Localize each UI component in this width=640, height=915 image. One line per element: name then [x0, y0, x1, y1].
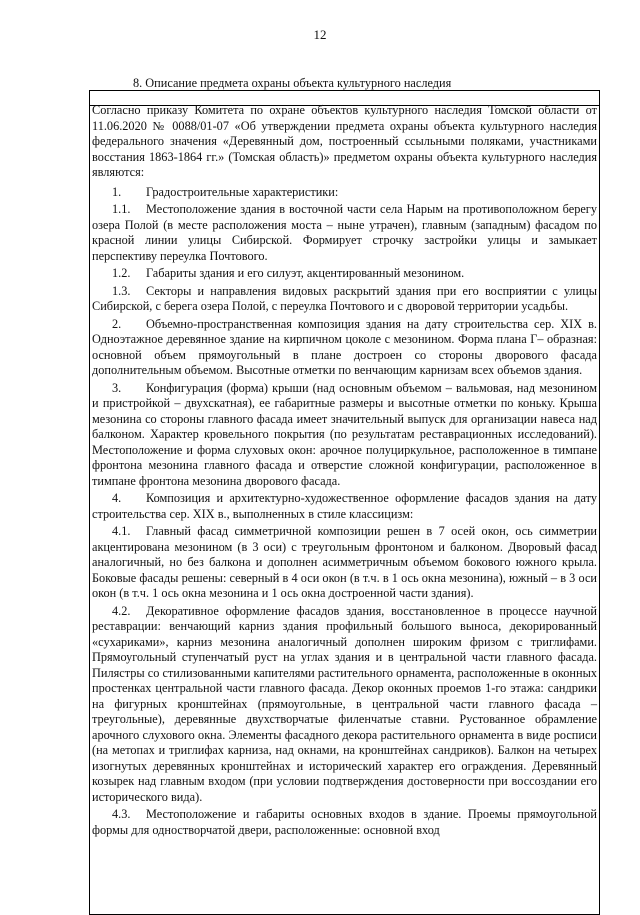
item-number: 4.: [112, 491, 122, 505]
item-text: Габариты здания и его силуэт, акцентированный мезонином.: [146, 266, 465, 280]
item-text: Секторы и направления видовых раскрытий здания при его восприятии с улицы Сибирской, с берега озера Полой, с переулка Почтового и с дворовой территории усадьбы.: [92, 283, 597, 313]
list-item: [92, 185, 597, 201]
item-number: 1.2.: [112, 266, 131, 280]
list-item: [92, 202, 597, 264]
item-number: 4.3.: [112, 807, 131, 821]
item-text: Градостроительные характеристики:: [146, 184, 339, 199]
list-item: [92, 491, 597, 522]
item-text: Декоративное оформление фасадов здания, восстановленное в процессе научной реставрации: венчающий карниз здания профильный большого выноса, декорированный «сухариками», карниз мезонина аналогичный дополнен широким фризом с триглифами. Прямоугольный ступенчатый руст на углах здания и в центральной части главного фасада. Пилястры со стилизованными капителями растительного орнамента, расположенные в оконных простенках центральной части главного фасада. Декор оконных проемов 1-го этажа: сандрики на фигурных кронштейнах (прямоугольные, в центральной части главного фасада – треугольные), деревянные двухстворчатые филенчатые ставни. Рустованное обрамление арочного слухового окна. Элементы фасадного декора растительного орнамента в виде росписи (на метопах и триглифах карниза, над окнами, на кронштейнах сандриков). Балкон на четырех изогнутых деревянных кронштейнах и исторический характер его ограждения. Деревянный козырек над главным входом (при условии подтверждения достоверности при воссоздании его исторического вида).: [92, 603, 597, 804]
list-item: [92, 381, 597, 490]
content-frame: [89, 90, 600, 915]
item-list: [92, 185, 597, 839]
list-item: [92, 604, 597, 806]
section-title: 8. Описание предмета охраны объекта культурного наследия: [133, 76, 452, 90]
item-number: 4.1.: [112, 524, 131, 538]
list-item: [92, 524, 597, 602]
item-number: 1.: [112, 184, 122, 199]
page-number: 12: [313, 27, 327, 42]
item-text: Главный фасад симметричной композиции решен в 7 осей окон, ось симметрии акцентирована мезонином (в 3 оси) с треугольным фронтоном и балконом. Дворовый фасад аналогичный, но без балкона и дополнен асимметричным объемом бокового южного крыла. Боковые фасады решены: северный в 4 оси окон (в т.ч. в 1 ось окна мезонина), южный – в 3 оси окон (в т.ч. 1 ось окна мезонина и 1 ось окна достроенной части здания).: [92, 524, 597, 600]
item-number: 3.: [112, 380, 122, 395]
item-text: Конфигурация (форма) крыши (над основным объемом – вальмовая, над мезонином и пристройкой – двухскатная), ее габаритные размеры и высотные отметки по коньку. Крыша мезонина со стороны главного фасада имеет значительный выпуск для организации навеса над балконом. Характер кровельного покрытия (по результатам реставрационных исследований). Местоположение и форма слуховых окон: арочное полуциркульное, расположенное в тимпане фронтона мезонина главного фасада и отверстие сложной конфигурации, расположенное в тимпане фронтона мезонина дворового фасада.: [92, 380, 597, 488]
list-item: [92, 807, 597, 838]
item-text: Местоположение здания в восточной части села Нарым на противоположном берегу озера Полой (в месте расположения моста – ныне утрачен), главным (западным) фасадом по красной линии улицы Сибирской. Формирует строчку застройки улицы и замыкает перспективу переулка Почтового.: [92, 202, 597, 263]
list-item: [92, 266, 597, 282]
section-content: [92, 95, 597, 840]
item-number: 2.: [112, 316, 122, 331]
item-number: 1.1.: [112, 202, 131, 216]
item-text: Объемно-пространственная композиция здания на дату строительства сер. XIX в. Одноэтажное деревянное здание на кирпичном цоколе с мезонином. Форма плана Г– образная: основной объем прямоугольный в плане достроен со стороны дворового фасада дополнительным объемом. Высотные отметки по венчающим карнизам всех объемов здания.: [92, 316, 597, 377]
item-number: 4.2.: [112, 603, 131, 618]
item-text: Композиция и архитектурно-художественное оформление фасадов здания на дату строительства сер. XIX в., выполненных в стиле классицизм:: [92, 491, 597, 521]
item-text: Местоположение и габариты основных входов в здание. Проемы прямоугольной формы для одностворчатой двери, расположенные: основной вход: [92, 807, 597, 837]
intro-paragraph: Согласно приказу Комитета по охране объектов культурного наследия Томской области от 11.06.2020 № 0088/01-07 «Об утверждении предмета охраны объекта культурного наследия федерального значения «Деревянный дом, построенный ссыльными поляками, участниками восстания 1863-1864 гг.» (Томская область)» предметом охраны объекта культурного наследия являются:: [92, 103, 597, 179]
item-number: 1.3.: [112, 283, 131, 298]
list-item: [92, 284, 597, 315]
list-item: [92, 317, 597, 379]
